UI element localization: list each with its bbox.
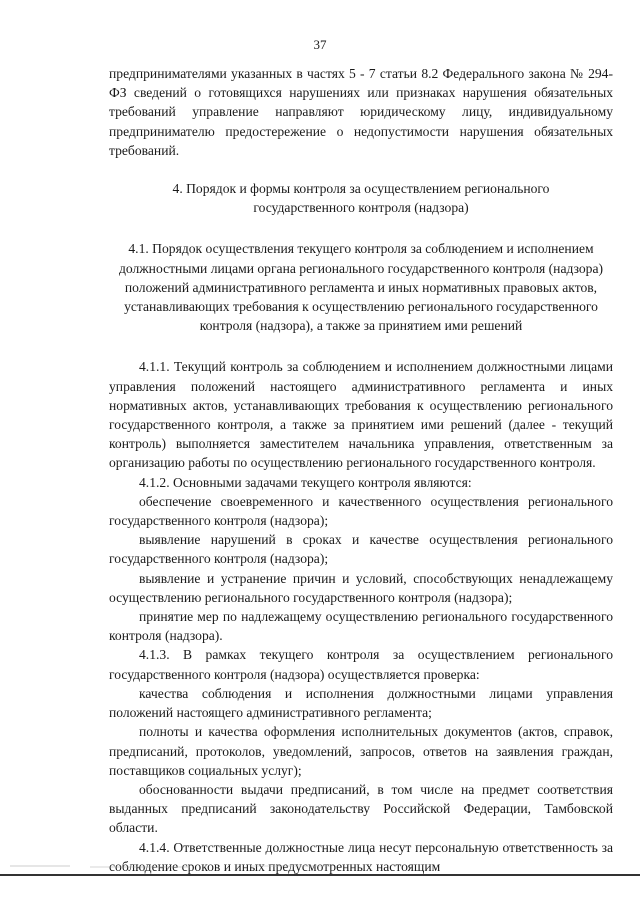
page-edge-line [0, 874, 640, 876]
list-item: качества соблюдения и исполнения должностными лицами управления положений настоящего административного регламента; [109, 685, 613, 721]
paragraph: 4.1.2. Основными задачами текущего контроля являются: [139, 474, 472, 490]
list-item: принятие мер по надлежащему осуществлению регионального государственного контроля (надзора). [109, 609, 613, 644]
paragraph: 4.1.4. Ответственные должностные лица несут персональную ответственность за соблюдение сроков и иных предусмотренных настоящим [109, 839, 613, 874]
paragraph-continuation: предпринимателями указанных в частях 5 - 7 статьи 8.2 Федерального закона № 294-ФЗ сведений о готовящихся нарушениях или признаках нарушения обязательных требований управление направляют юридическому лицу, индивидуальному предпринимателю предостережение о недопустимости нарушения обязательных требований. [109, 66, 613, 158]
subsection-heading: 4.1. Порядок осуществления текущего контроля за соблюдением и исполнением должностными лицами органа регионального государственного контроля (надзора) положений административного регламента и иных нормативных правовых актов, устанавливающих требования к осуществлению регионального государственного контроля (надзора), а также за принятием ими решений [118, 241, 604, 334]
page-number: 37 [313, 37, 327, 52]
document-body [109, 64, 613, 876]
list-item: выявление нарушений в сроках и качестве осуществления регионального государственного контроля (надзора); [109, 532, 613, 567]
list-item: выявление и устранение причин и условий, способствующих ненадлежащему осуществлению регионального государственного контроля (надзора); [109, 570, 613, 605]
scan-artifact [0, 862, 640, 870]
list-item: обоснованности выдачи предписаний, в том числе на предмет соответствия выданных предписаний законодательству Российской Федерации, Тамбовской области. [109, 781, 613, 836]
list-item: обеспечение своевременного и качественного осуществления регионального государственного контроля (надзора); [109, 493, 613, 529]
paragraph: 4.1.3. В рамках текущего контроля за осуществлением регионального государственного контроля (надзора) осуществляется проверка: [109, 647, 613, 682]
list-item: полноты и качества оформления исполнительных документов (актов, справок, предписаний, протоколов, уведомлений, запросов, ответов на заявления граждан, поставщиков социальных услуг); [109, 724, 613, 778]
paragraph: 4.1.1. Текущий контроль за соблюдением и исполнением должностными лицами управления положений настоящего административного регламента и иных нормативных актов, устанавливающих требования к осуществлению регионального государственного контроля, а также за принятием ими решений (далее - текущий контроль) выполняется заместителем начальника управления, ответственным за организацию работы по осуществлению регионального государственного контроля. [109, 359, 613, 471]
section-heading: 4. Порядок и формы контроля за осуществлением регионального государственного контроля (надзора) [172, 181, 550, 216]
